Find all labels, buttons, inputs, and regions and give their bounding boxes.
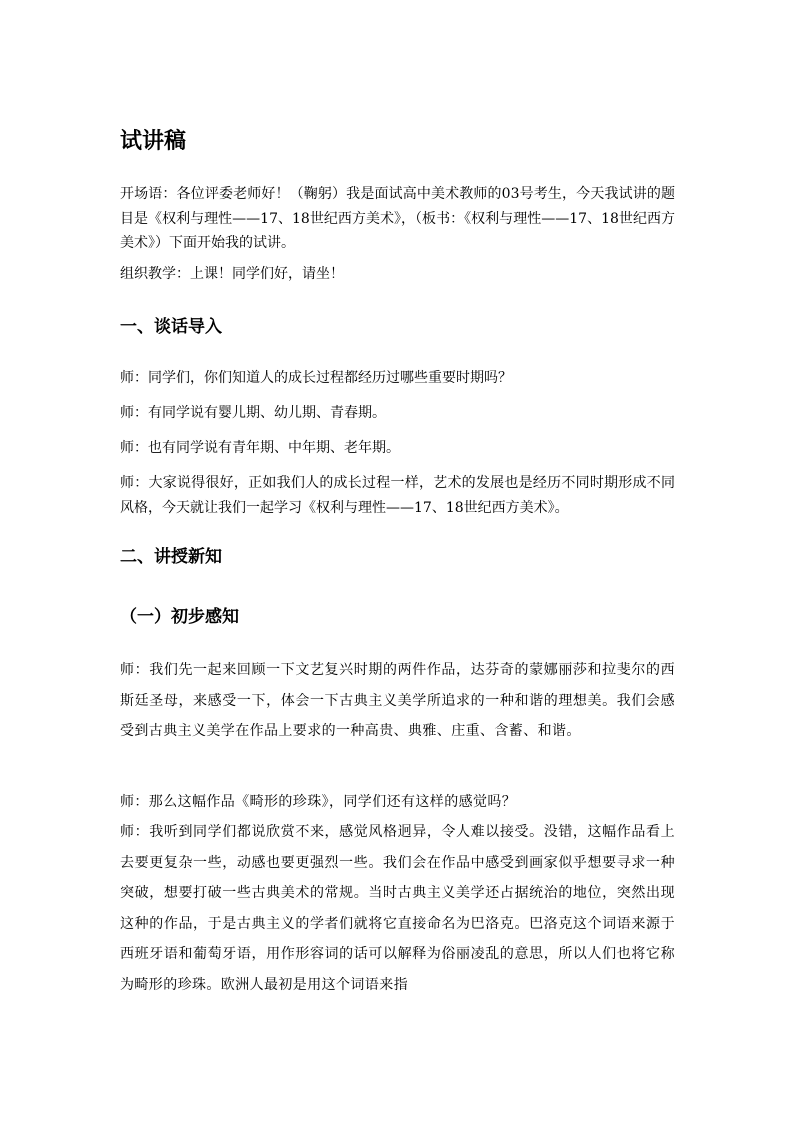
section-1-paragraph: 师：大家说得很好，正如我们人的成长过程一样，艺术的发展也是经历不同时期形成不同风格，今天就让我们一起学习《权利与理性——17、18世纪西方美术》。 [120, 475, 675, 516]
section-2-paragraph: 师：我们先一起来回顾一下文艺复兴时期的两件作品，达芬奇的蒙娜丽莎和拉斐尔的西斯廷圣母，来感受一下，体会一下古典主义美学所追求的一种和谐的理想美。我们会感受到古典主义美学在作品上要求的一种高贵、典雅、庄重、含蓄、和谐。 [120, 662, 675, 739]
opening-paragraph: 开场语：各位评委老师好！（鞠躬）我是面试高中美术教师的03号考生，今天我试讲的题目是《权利与理性——17、18世纪西方美术》，（板书：《权利与理性——17、18世纪西方美术》）下面开始我的试讲。 [120, 186, 675, 251]
document-title: 试讲稿 [120, 128, 187, 154]
section-1-paragraph: 师：有同学说有婴儿期、幼儿期、青春期。 [120, 405, 386, 421]
section-2-paragraph: 师：我听到同学们都说欣赏不来，感觉风格迥异，令人难以接受。没错，这幅作品看上去要更复杂一些，动感也要更强烈一些。我们会在作品中感受到画家似乎想要寻求一种突破，想要打破一些古典美术的常规。当时古典主义美学还占据统治的地位，突然出现这种的作品，于是古典主义的学者们就将它直接命名为巴洛克。巴洛克这个词语来源于西班牙语和葡萄牙语，用作形容词的话可以解释为俗丽凌乱的意思，所以人们也将它称为畸形的珍珠。欧洲人最初是用这个词语来指 [120, 824, 675, 993]
organize-paragraph: 组织教学：上课！同学们好，请坐！ [120, 266, 344, 282]
section-1-paragraph: 师：同学们，你们知道人的成长过程都经历过哪些重要时期吗？ [120, 370, 512, 386]
section-2-heading: 二、讲授新知 [120, 547, 222, 567]
section-2-paragraph: 师：那么这幅作品《畸形的珍珠》，同学们还有这样的感觉吗？ [120, 794, 517, 810]
section-2-subheading: （一）初步感知 [120, 607, 239, 627]
section-1-paragraph: 师：也有同学说有青年期、中年期、老年期。 [120, 440, 400, 456]
section-1-heading: 一、谈话导入 [120, 317, 222, 337]
